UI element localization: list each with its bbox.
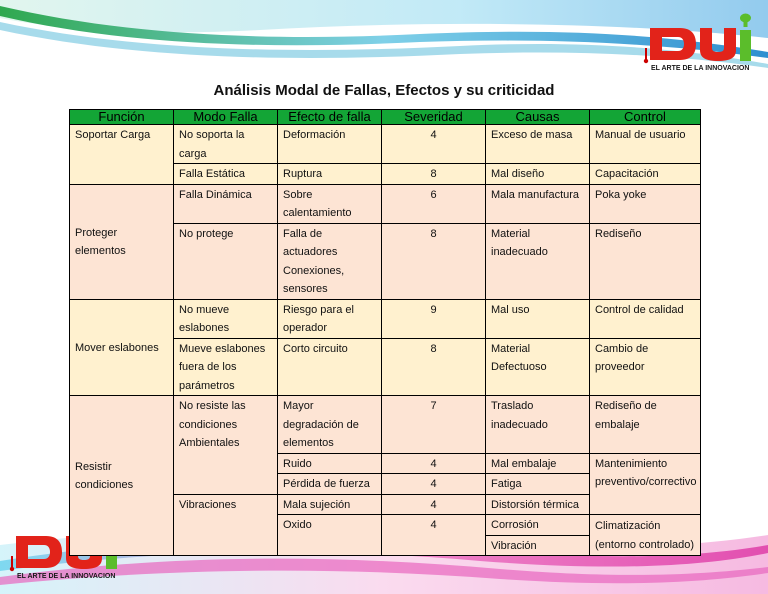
- logo-tagline: EL ARTE DE LA INNOVACION: [17, 573, 116, 580]
- cell-control: Rediseño: [590, 223, 701, 299]
- cell-modo: Vibraciones: [174, 494, 278, 556]
- header-modo-falla: Modo Falla: [174, 110, 278, 125]
- cell-efecto: Ruptura: [278, 164, 382, 185]
- cell-funcion: Proteger elementos: [70, 184, 174, 299]
- cell-causa: Mala manufactura: [486, 184, 590, 223]
- cell-causa: Material Defectuoso: [486, 338, 590, 396]
- fmea-table: [69, 109, 701, 556]
- cell-control: Rediseño de embalaje: [590, 396, 701, 454]
- cell-modo: No soporta la carga: [174, 125, 278, 164]
- cell-control: Manual de usuario: [590, 125, 701, 164]
- cell-causa: Corrosión: [486, 515, 590, 536]
- cell-modo: No resiste las condiciones Ambientales: [174, 396, 278, 495]
- cell-control: Cambio de proveedor: [590, 338, 701, 396]
- table-row: [70, 125, 701, 164]
- cell-severidad: 7: [382, 396, 486, 454]
- cell-severidad: 6: [382, 184, 486, 223]
- cell-modo: No mueve eslabones: [174, 299, 278, 338]
- cell-control: Poka yoke: [590, 184, 701, 223]
- cell-causa: Traslado inadecuado: [486, 396, 590, 454]
- cell-severidad: 8: [382, 338, 486, 396]
- header-funcion: Función: [70, 110, 174, 125]
- cell-control: Capacitación: [590, 164, 701, 185]
- cell-causa: Distorsión térmica: [486, 494, 590, 515]
- table-row: [70, 184, 701, 223]
- cell-severidad: 4: [382, 474, 486, 495]
- cell-efecto: Corto circuito: [278, 338, 382, 396]
- cell-control: Control de calidad: [590, 299, 701, 338]
- logo-tagline: EL ARTE DE LA INNOVACION: [651, 65, 750, 72]
- cell-severidad: 4: [382, 494, 486, 515]
- cell-severidad: 9: [382, 299, 486, 338]
- cell-funcion: Resistir condiciones: [70, 396, 174, 556]
- cell-causa: Mal diseño: [486, 164, 590, 185]
- cell-modo: Falla Estática: [174, 164, 278, 185]
- cell-funcion: Soportar Carga: [70, 125, 174, 185]
- cell-severidad: 4: [382, 125, 486, 164]
- table-header-row: [70, 110, 701, 125]
- cell-efecto: Ruido: [278, 453, 382, 474]
- cell-severidad: 8: [382, 223, 486, 299]
- page-title: Análisis Modal de Fallas, Efectos y su criticidad: [213, 82, 555, 99]
- cell-modo: Mueve eslabones fuera de los parámetros: [174, 338, 278, 396]
- dui-logo-top: [640, 8, 762, 78]
- cell-efecto: Sobre calentamiento: [278, 184, 382, 223]
- cell-efecto: Mayor degradación de elementos: [278, 396, 382, 454]
- cell-efecto: Falla de actuadores Conexiones, sensores: [278, 223, 382, 299]
- header-causas: Causas: [486, 110, 590, 125]
- cell-causa: Fatiga: [486, 474, 590, 495]
- cell-severidad: 4: [382, 515, 486, 556]
- table-row: [70, 396, 701, 454]
- cell-efecto: Oxido: [278, 515, 382, 556]
- cell-control: Climatización (entorno controlado): [590, 515, 701, 556]
- cell-efecto: Riesgo para el operador: [278, 299, 382, 338]
- cell-control: Mantenimiento preventivo/correctivo: [590, 453, 701, 515]
- cell-causa: Mal embalaje: [486, 453, 590, 474]
- cell-funcion: Mover eslabones: [70, 299, 174, 396]
- cell-modo: Falla Dinámica: [174, 184, 278, 223]
- cell-efecto: Pérdida de fuerza: [278, 474, 382, 495]
- table-row: [70, 299, 701, 338]
- cell-modo: No protege: [174, 223, 278, 299]
- cell-efecto: Deformación: [278, 125, 382, 164]
- cell-severidad: 4: [382, 453, 486, 474]
- header-efecto-falla: Efecto de falla: [278, 110, 382, 125]
- header-control: Control: [590, 110, 701, 125]
- cell-causa: Exceso de masa: [486, 125, 590, 164]
- header-severidad: Severidad: [382, 110, 486, 125]
- cell-severidad: 8: [382, 164, 486, 185]
- dui-logo-mark-icon: [640, 8, 762, 64]
- cell-efecto: Mala sujeción: [278, 494, 382, 515]
- cell-causa: Material inadecuado: [486, 223, 590, 299]
- cell-causa: Mal uso: [486, 299, 590, 338]
- cell-causa: Vibración: [486, 535, 590, 556]
